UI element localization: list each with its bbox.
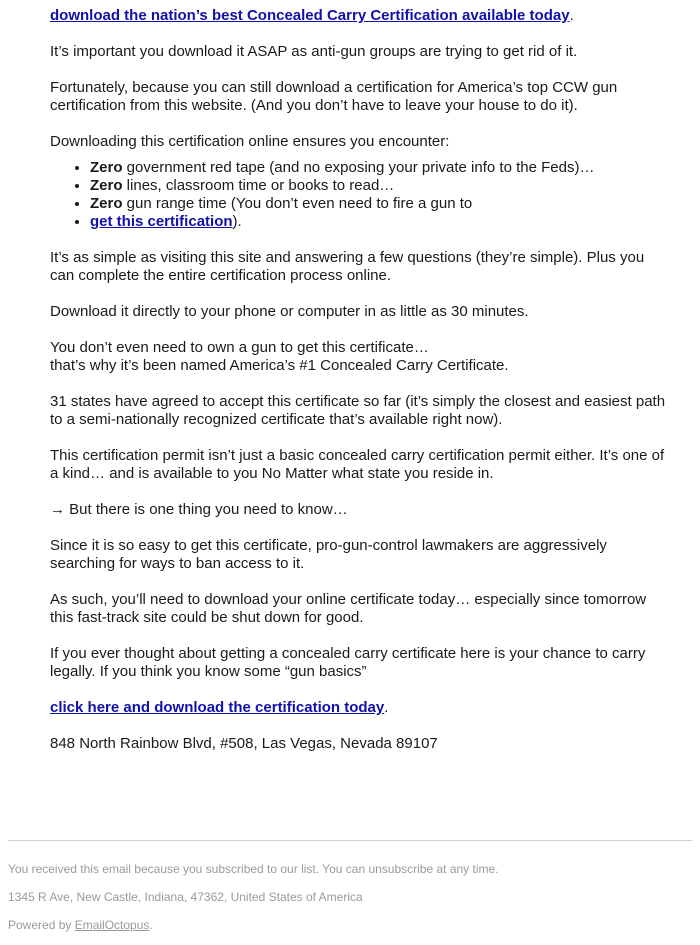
bullet-text: gun range time (You don’t even need to fire a gun to xyxy=(122,195,473,212)
benefits-list xyxy=(50,159,670,231)
bullet-bold: Zero xyxy=(90,177,123,194)
powered-by xyxy=(8,918,153,932)
list-item xyxy=(90,159,670,177)
email-body xyxy=(50,0,670,771)
headline-paragraph xyxy=(50,7,670,25)
list-item xyxy=(90,195,670,213)
paragraph-simple: It’s as simple as visiting this site and answering a few questions (they’re simple). Plus you can complete the entire certification process online. xyxy=(50,249,645,284)
emailoctopus-link[interactable]: EmailOctopus xyxy=(74,918,150,932)
paragraph-no-gun xyxy=(50,339,670,375)
paragraph-ensures: Downloading this certification online ensures you encounter: xyxy=(50,133,450,150)
no-gun-line-1: You don’t even need to own a gun to get this certificate… xyxy=(50,339,429,356)
list-item xyxy=(90,177,670,195)
paragraph-download-time: Download it directly to your phone or computer in as little as 30 minutes. xyxy=(50,303,529,320)
bullet-bold: Zero xyxy=(90,195,123,212)
paragraph-one-of-a-kind: This certification permit isn’t just a basic concealed carry certification permit either. It’s one of a kind… and is available to you No Matter what state you reside in. xyxy=(50,447,665,482)
cta-paragraph xyxy=(50,699,670,717)
sender-address: 848 North Rainbow Blvd, #508, Las Vegas, Nevada 89107 xyxy=(50,735,438,752)
subscribe-note: You received this email because you subscribed to our list. You can unsubscribe at any time. xyxy=(8,862,499,876)
footer-address: 1345 R Ave, New Castle, Indiana, 47362, United States of America xyxy=(8,890,363,904)
cta-tail: . xyxy=(384,699,389,716)
paragraph-urgency: It’s important you download it ASAP as anti-gun groups are trying to get rid of it. xyxy=(50,43,578,60)
powered-prefix: Powered by xyxy=(8,918,75,932)
bullet-link-tail: ). xyxy=(232,213,242,230)
bullet-text: government red tape (and no exposing your private info to the Feds)… xyxy=(122,159,595,176)
paragraph-lawmakers: Since it is so easy to get this certificate, pro-gun-control lawmakers are aggressively searching for ways to ban access to it. xyxy=(50,537,607,572)
paragraph-chance: If you ever thought about getting a concealed carry certificate here is your chance to carry legally. If you think you know some “gun basics” xyxy=(50,645,646,680)
paragraph-shutdown: As such, you’ll need to download your online certificate today… especially since tomorrow this fast-track site could be shut down for good. xyxy=(50,591,647,626)
cta-download-link[interactable]: click here and download the certification today xyxy=(50,699,385,716)
get-certification-link[interactable]: get this certification xyxy=(90,213,233,230)
email-footer xyxy=(8,840,692,932)
no-gun-line-2: that’s why it’s been named America’s #1 Concealed Carry Certificate. xyxy=(50,357,509,374)
list-item xyxy=(90,213,670,231)
paragraph-states: 31 states have agreed to accept this certificate so far (it’s simply the closest and easiest path to a semi-nationally recognized certificate that’s available right now). xyxy=(50,393,666,428)
paragraph-one-thing: → But there is one thing you need to know… xyxy=(50,501,348,518)
headline-download-link[interactable]: download the nation’s best Concealed Carry Certification available today xyxy=(50,7,570,24)
powered-tail: . xyxy=(149,918,153,932)
paragraph-fortunately: Fortunately, because you can still download a certification for America’s top CCW gun certification from this website. (And you don’t have to leave your house to do it). xyxy=(50,79,618,114)
headline-tail: . xyxy=(569,7,574,24)
bullet-bold: Zero xyxy=(90,159,123,176)
bullet-text: lines, classroom time or books to read… xyxy=(122,177,395,194)
